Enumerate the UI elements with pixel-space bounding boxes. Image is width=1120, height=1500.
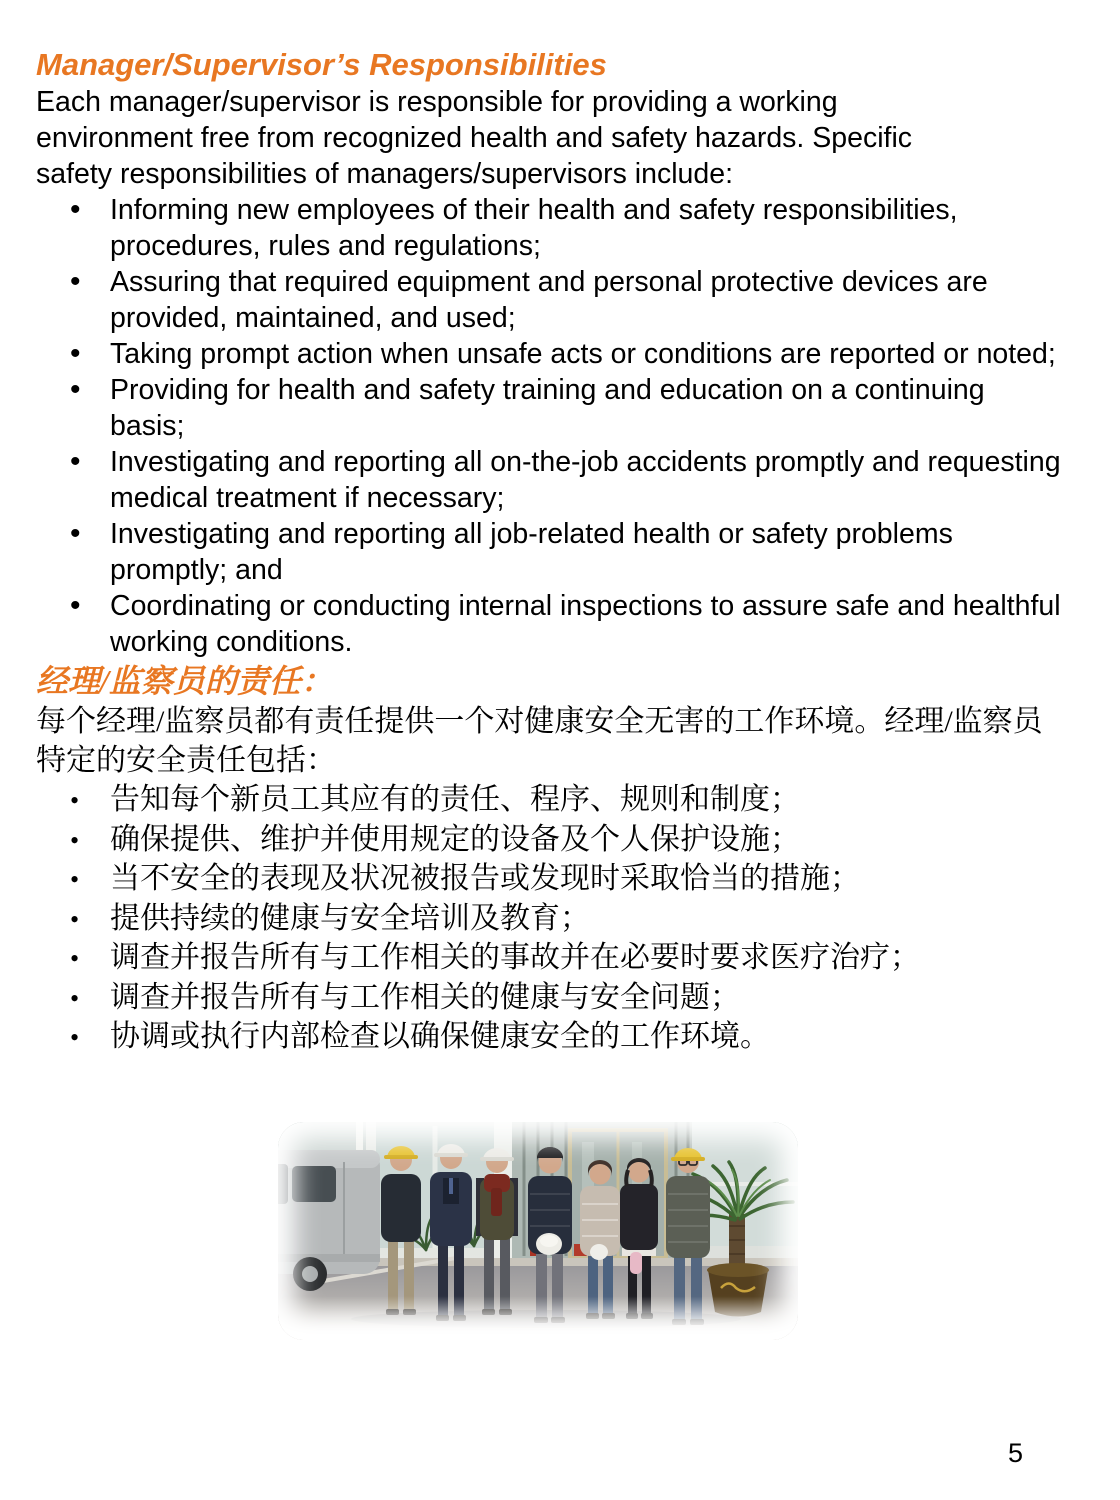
van [278,1150,380,1291]
page-number: 5 [1008,1438,1024,1468]
chinese-bullet-item: • 调查并报告所有与工作相关的健康与安全问题； [110,978,1066,1018]
english-bullet-item: • Taking prompt action when unsafe acts or conditions are reported or noted; [110,336,1066,372]
english-bullet-item: • Coordinating or conducting internal inspections to assure safe and healthful working conditions. [110,588,1066,660]
english-section [36,46,1080,660]
chinese-bullet-item: • 确保提供、维护并使用规定的设备及个人保护设施； [110,820,1066,860]
chinese-bullet-item: • 当不安全的表现及状况被报告或发现时采取恰当的措施； [110,859,1066,899]
group-photo [278,1122,798,1340]
chinese-heading: 经理/监察员的责任： [36,663,333,699]
english-bullet-item: • Investigating and reporting all on-the-job accidents promptly and requesting medical treatment if necessary; [110,444,1066,516]
chinese-bullet-item: • 协调或执行内部检查以确保健康安全的工作环境。 [110,1017,1066,1057]
english-intro-paragraph: Each manager/supervisor is responsible for providing a working environment free from recognized health and safety hazards. Specific safety responsibilities of managers/supervisors include: [36,86,913,190]
chinese-bullet-item: • 告知每个新员工其应有的责任、程序、规则和制度； [110,780,1066,820]
chinese-bullet-item: • 提供持续的健康与安全培训及教育； [110,899,1066,939]
chinese-bullet-list [36,780,1080,1057]
english-bullet-item: • Assuring that required equipment and personal protective devices are provided, maintained, and used; [110,264,1066,336]
pink-scarf [630,1252,642,1274]
chinese-section [36,661,1080,1057]
english-heading: Manager/Supervisor’s Responsibilities [36,47,607,82]
group-photo-scene [278,1122,798,1340]
english-bullet-item: • Informing new employees of their health and safety responsibilities, procedures, rules and regulations; [110,192,1066,264]
english-bullet-item: • Providing for health and safety training and education on a continuing basis; [110,372,1066,444]
chinese-bullet-item: • 调查并报告所有与工作相关的事故并在必要时要求医疗治疗； [110,938,1066,978]
english-bullet-list [36,192,1080,660]
english-bullet-item: • Investigating and reporting all job-related health or safety problems promptly; and [110,516,1066,588]
chinese-intro-paragraph: 每个经理/监察员都有责任提供一个对健康安全无害的工作环境。经理/监察员特定的安全责任包括： [36,705,1043,777]
tie [449,1178,453,1194]
held-white-helmet [590,1244,608,1260]
